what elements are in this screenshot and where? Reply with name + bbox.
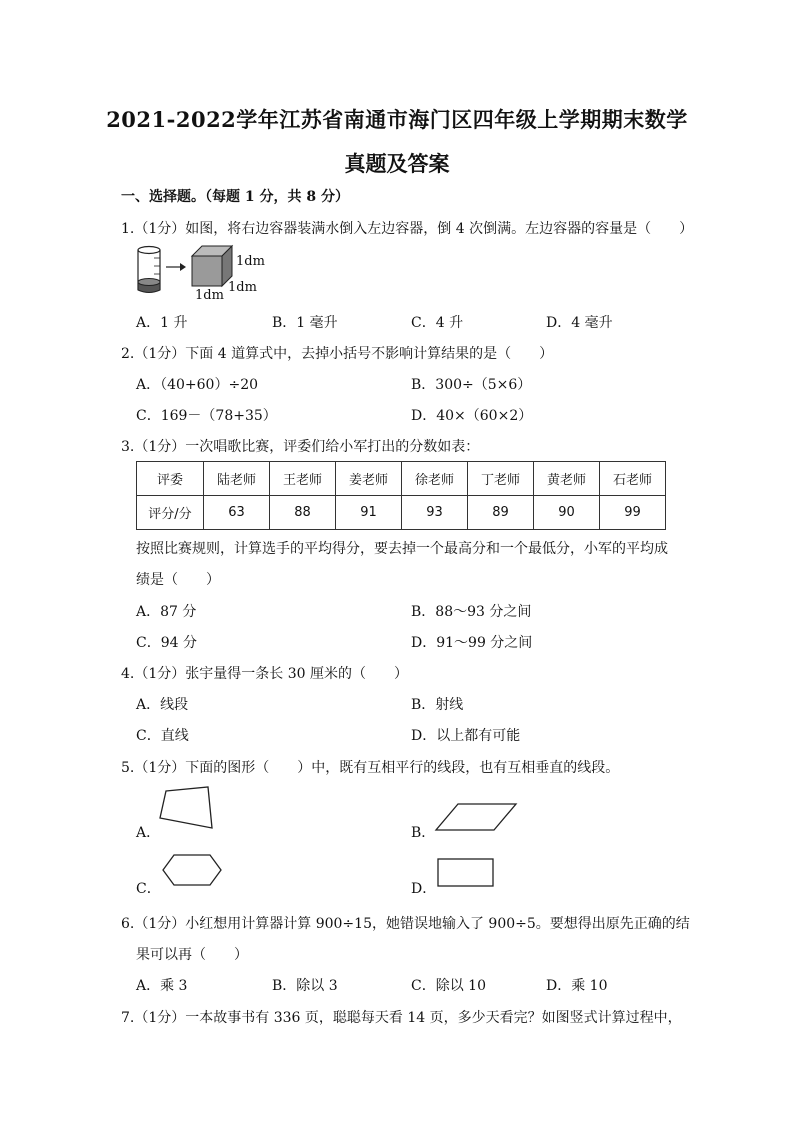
table-cell: 评分/分 bbox=[137, 496, 204, 530]
question-5: 5.（1分）下面的图形（ ）中，既有互相平行的线段，也有互相垂直的线段。 bbox=[121, 760, 620, 776]
table-cell: 丁老师 bbox=[468, 462, 534, 496]
q6-option-d[interactable]: D．乘 10 bbox=[546, 978, 608, 994]
cube-width-label: 1dm bbox=[195, 288, 224, 303]
q4-option-b[interactable]: B．射线 bbox=[411, 697, 464, 713]
rectangle-shape bbox=[436, 857, 496, 889]
q3-option-a[interactable]: A．87 分 bbox=[136, 604, 197, 620]
page-subtitle: 真题及答案 bbox=[344, 151, 450, 176]
q5-option-a[interactable]: A． bbox=[136, 825, 161, 841]
cube-container bbox=[192, 246, 232, 286]
section-heading: 一、选择题。（每题 1 分，共 8 分） bbox=[121, 189, 349, 205]
q5-option-b[interactable]: B． bbox=[411, 825, 436, 841]
q1-option-c[interactable]: C．4 升 bbox=[411, 315, 464, 331]
q5-option-d[interactable]: D． bbox=[411, 881, 437, 897]
page-title: 2021-2022学年江苏省南通市海门区四年级上学期期末数学 bbox=[106, 107, 688, 132]
q6-option-c[interactable]: C．除以 10 bbox=[411, 978, 486, 994]
q4-option-c[interactable]: C．直线 bbox=[136, 728, 189, 744]
arrow-icon bbox=[166, 263, 186, 271]
quadrilateral-shape bbox=[158, 784, 218, 834]
question-4: 4.（1分）张宇量得一条长 30 厘米的（ ） bbox=[121, 666, 408, 682]
q5-option-c[interactable]: C． bbox=[136, 881, 161, 897]
q3-option-c[interactable]: C．94 分 bbox=[136, 635, 197, 651]
cylinder-container bbox=[138, 247, 160, 293]
q6-option-a[interactable]: A．乘 3 bbox=[136, 978, 188, 994]
table-cell: 石老师 bbox=[600, 462, 666, 496]
cube-depth-label: 1dm bbox=[228, 280, 257, 295]
q1-option-b[interactable]: B．1 毫升 bbox=[272, 315, 338, 331]
table-cell: 姜老师 bbox=[336, 462, 402, 496]
table-header-row bbox=[137, 462, 666, 496]
question-2: 2.（1分）下面 4 道算式中，去掉小括号不影响计算结果的是（ ） bbox=[121, 346, 554, 362]
table-cell: 黄老师 bbox=[534, 462, 600, 496]
question-3: 3.（1分）一次唱歌比赛，评委们给小军打出的分数如表： bbox=[121, 439, 480, 455]
q3-option-d[interactable]: D．91～99 分之间 bbox=[411, 635, 533, 651]
q1-option-d[interactable]: D．4 毫升 bbox=[546, 315, 613, 331]
table-cell: 99 bbox=[600, 496, 666, 530]
table-cell: 89 bbox=[468, 496, 534, 530]
question-6: 6.（1分）小红想用计算器计算 900÷15，她错误地输入了 900÷5。要想得出原先正确的结 bbox=[121, 916, 690, 932]
table-cell: 63 bbox=[204, 496, 270, 530]
q2-option-c[interactable]: C．169－（78+35） bbox=[136, 408, 277, 424]
cube-height-label: 1dm bbox=[236, 254, 265, 269]
table-cell: 陆老师 bbox=[204, 462, 270, 496]
q2-option-a[interactable]: A．（40+60）÷20 bbox=[136, 377, 259, 393]
q2-option-b[interactable]: B．300÷（5×6） bbox=[411, 377, 532, 393]
question-7: 7.（1分）一本故事书有 336 页，聪聪每天看 14 页，多少天看完？如图竖式计算过程中， bbox=[121, 1010, 682, 1026]
table-cell: 徐老师 bbox=[402, 462, 468, 496]
question-3-rule: 按照比赛规则，计算选手的平均得分，要去掉一个最高分和一个最低分，小军的平均成 bbox=[136, 541, 668, 557]
q4-option-d[interactable]: D．以上都有可能 bbox=[411, 728, 521, 744]
parallelogram-shape bbox=[434, 800, 520, 834]
q2-option-d[interactable]: D．40×（60×2） bbox=[411, 408, 533, 424]
q3-option-b[interactable]: B．88～93 分之间 bbox=[411, 604, 532, 620]
table-cell: 评委 bbox=[137, 462, 204, 496]
table-row bbox=[137, 496, 666, 530]
table-cell: 90 bbox=[534, 496, 600, 530]
question-6-prompt: 果可以再（ ） bbox=[136, 947, 248, 963]
question-3-prompt: 绩是（ ） bbox=[136, 572, 220, 588]
table-cell: 93 bbox=[402, 496, 468, 530]
score-table bbox=[136, 461, 666, 530]
question-1: 1.（1分）如图，将右边容器装满水倒入左边容器，倒 4 次倒满。左边容器的容量是（ ） bbox=[121, 221, 694, 237]
table-cell: 王老师 bbox=[270, 462, 336, 496]
table-cell: 88 bbox=[270, 496, 336, 530]
q4-option-a[interactable]: A．线段 bbox=[136, 697, 189, 713]
hexagon-shape bbox=[160, 852, 224, 888]
table-cell: 91 bbox=[336, 496, 402, 530]
q1-option-a[interactable]: A．1 升 bbox=[136, 315, 188, 331]
q6-option-b[interactable]: B．除以 3 bbox=[272, 978, 338, 994]
